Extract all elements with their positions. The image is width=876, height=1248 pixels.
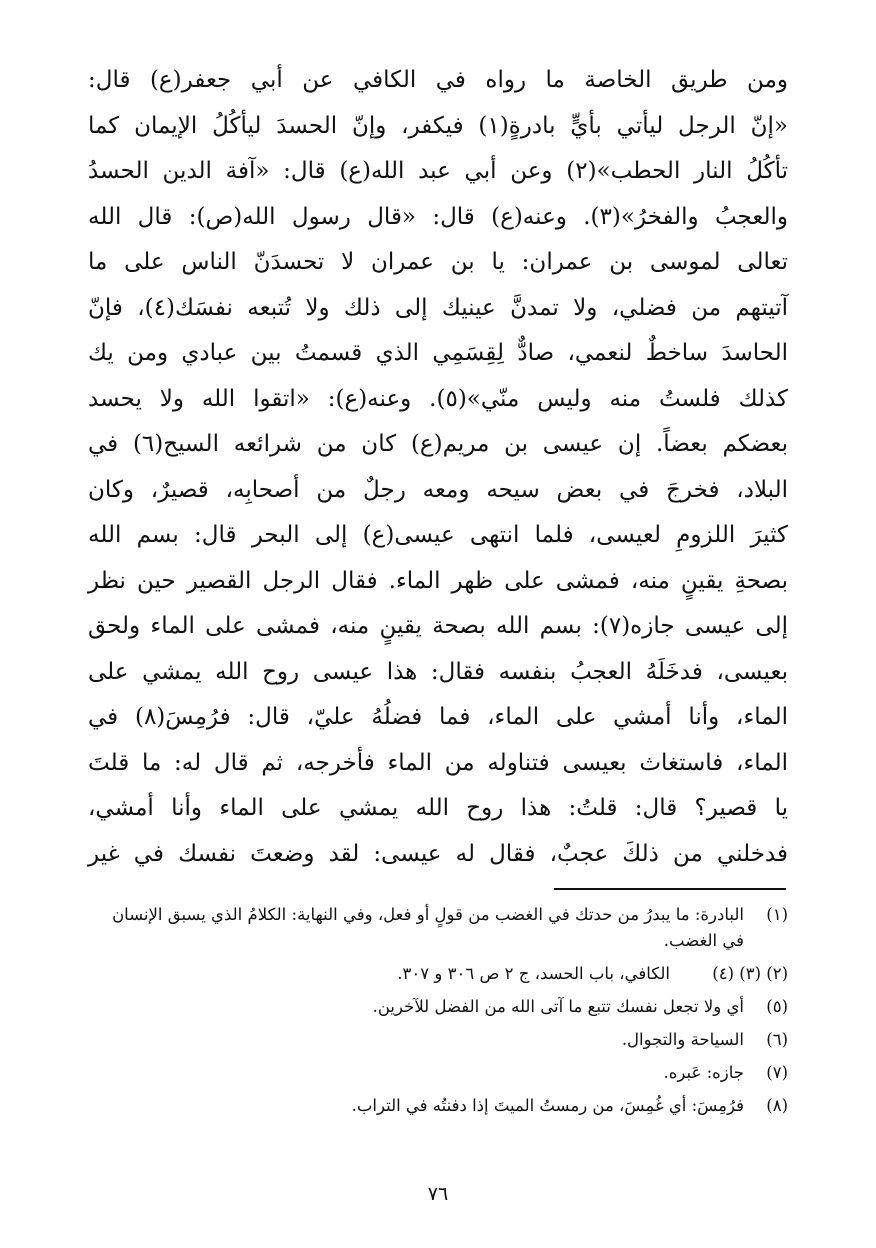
text-line: تأكُلُ النار الحطب»(٢) وعن أبي عبد الله(ع) قال: «آفة الدين الحسدُ	[88, 158, 788, 184]
footnote-number: (٦)	[766, 1030, 788, 1049]
text-line: الماء، فاستغاث بعيسى فتناوله من الماء فأخرجه، ثم قال له: ما قلتَ	[88, 749, 788, 776]
footnote-item	[88, 1093, 788, 1119]
footnote-item	[88, 961, 788, 987]
footnote-item	[88, 1060, 788, 1086]
footnote-item	[88, 902, 788, 954]
text-line: تعالى لموسى بن عمران: يا بن عمران لا تحسدَنّ الناس على ما	[88, 249, 788, 275]
text-line: إلى عيسى جازه(٧): بسم الله بصحة يقينٍ منه، فمشى على الماء ولحق	[88, 613, 789, 639]
text-line: كذلك فلستُ منه وليس منّي»(٥). وعنه(ع): «اتقوا الله ولا يحسد	[88, 385, 788, 412]
text-line: الماء، وأنا أمشي على الماء، فما فضلُهُ عليّ، قال: فرُمِسَ(٨) في	[88, 704, 789, 730]
footnote-number: (٥)	[766, 997, 788, 1016]
footnote-text: جازه: عَبره.	[663, 1063, 744, 1082]
text-line: الحاسدَ ساخطٌ لنعمي، صادٌّ لِقِسَمِي الذي قسمتُ بين عبادي ومن يك	[88, 340, 788, 366]
page-number: ٧٦	[427, 1183, 449, 1205]
text-line: فدخلني من ذلكَ عجبٌ، فقال له عيسى: لقد وضعتَ نفسك في غير	[88, 840, 788, 867]
text-line: والعجبُ والفخرُ»(٣). وعنه(ع) قال: «قال رسول الله(ص): قال الله	[88, 203, 788, 230]
footnote-number: (١)	[766, 905, 788, 924]
main-text	[88, 58, 788, 877]
footnote-number: (٨)	[766, 1096, 788, 1115]
footnote-text: البادرة: ما يبدرُ من حدتك في الغضب من قولٍ أو فعل، وفي النهاية: الكلامُ الذي يسبق الإنسان في الغضب.	[112, 905, 744, 950]
text-line: آتيتهم من فضلي، ولا تمدنَّ عينيك إلى ذلك ولا تُتبعه نفسَك(٤)، فإنّ	[88, 294, 788, 321]
text-line: ومن طريق الخاصة ما رواه في الكافي عن أبي جعفر(ع) قال:	[88, 67, 788, 93]
text-line: البلاد، فخرجَ في بعض سيحه ومعه رجلٌ من أصحابِه، قصيرٌ، وكان	[88, 476, 788, 503]
footnote-text: الكافي، باب الحسد، ج ٢ ص ٣٠٦ و ٣٠٧.	[397, 964, 670, 983]
footnote-number: (٧)	[766, 1063, 788, 1082]
text-line: بعضكم بعضاً. إن عيسى بن مريم(ع) كان من شرائعه السيح(٦) في	[88, 431, 788, 457]
footnotes	[88, 902, 788, 1126]
footnote-text: السياحة والتجوال.	[621, 1030, 744, 1049]
text-line: بعيسى، فدخَلَهُ العجبُ بنفسه فقال: هذا عيسى روح الله يمشي على	[88, 658, 788, 685]
footnote-text: فرُمِسَ: أي غُمِسَ، من رمستُ الميتَ إذا دفنتُه في التراب.	[351, 1096, 744, 1115]
footnote-divider	[554, 888, 786, 890]
footnote-number: (٢) (٣) (٤)	[712, 964, 788, 983]
text-line: كثيرَ اللزومِ لعيسى، فلما انتهى عيسى(ع) إلى البحر قال: بسم الله	[88, 522, 788, 548]
footnote-item	[88, 994, 788, 1020]
footnote-item	[88, 1027, 788, 1053]
text-line: بصحةِ يقينٍ منه، فمشى على ظهر الماء. فقال الرجل القصير حين نظر	[88, 567, 788, 594]
text-line: يا قصير؟ قال: قلتُ: هذا روح الله يمشي على الماء وأنا أمشي،	[88, 795, 788, 821]
text-line: «إنّ الرجل ليأتي بأيٍّ بادرةٍ(١) فيكفر، وإنّ الحسدَ ليأكُلُ الإيمان كما	[88, 112, 788, 139]
footnote-text: أي ولا تجعل نفسك تتبع ما آتى الله من الفضل للآخرين.	[372, 997, 744, 1016]
